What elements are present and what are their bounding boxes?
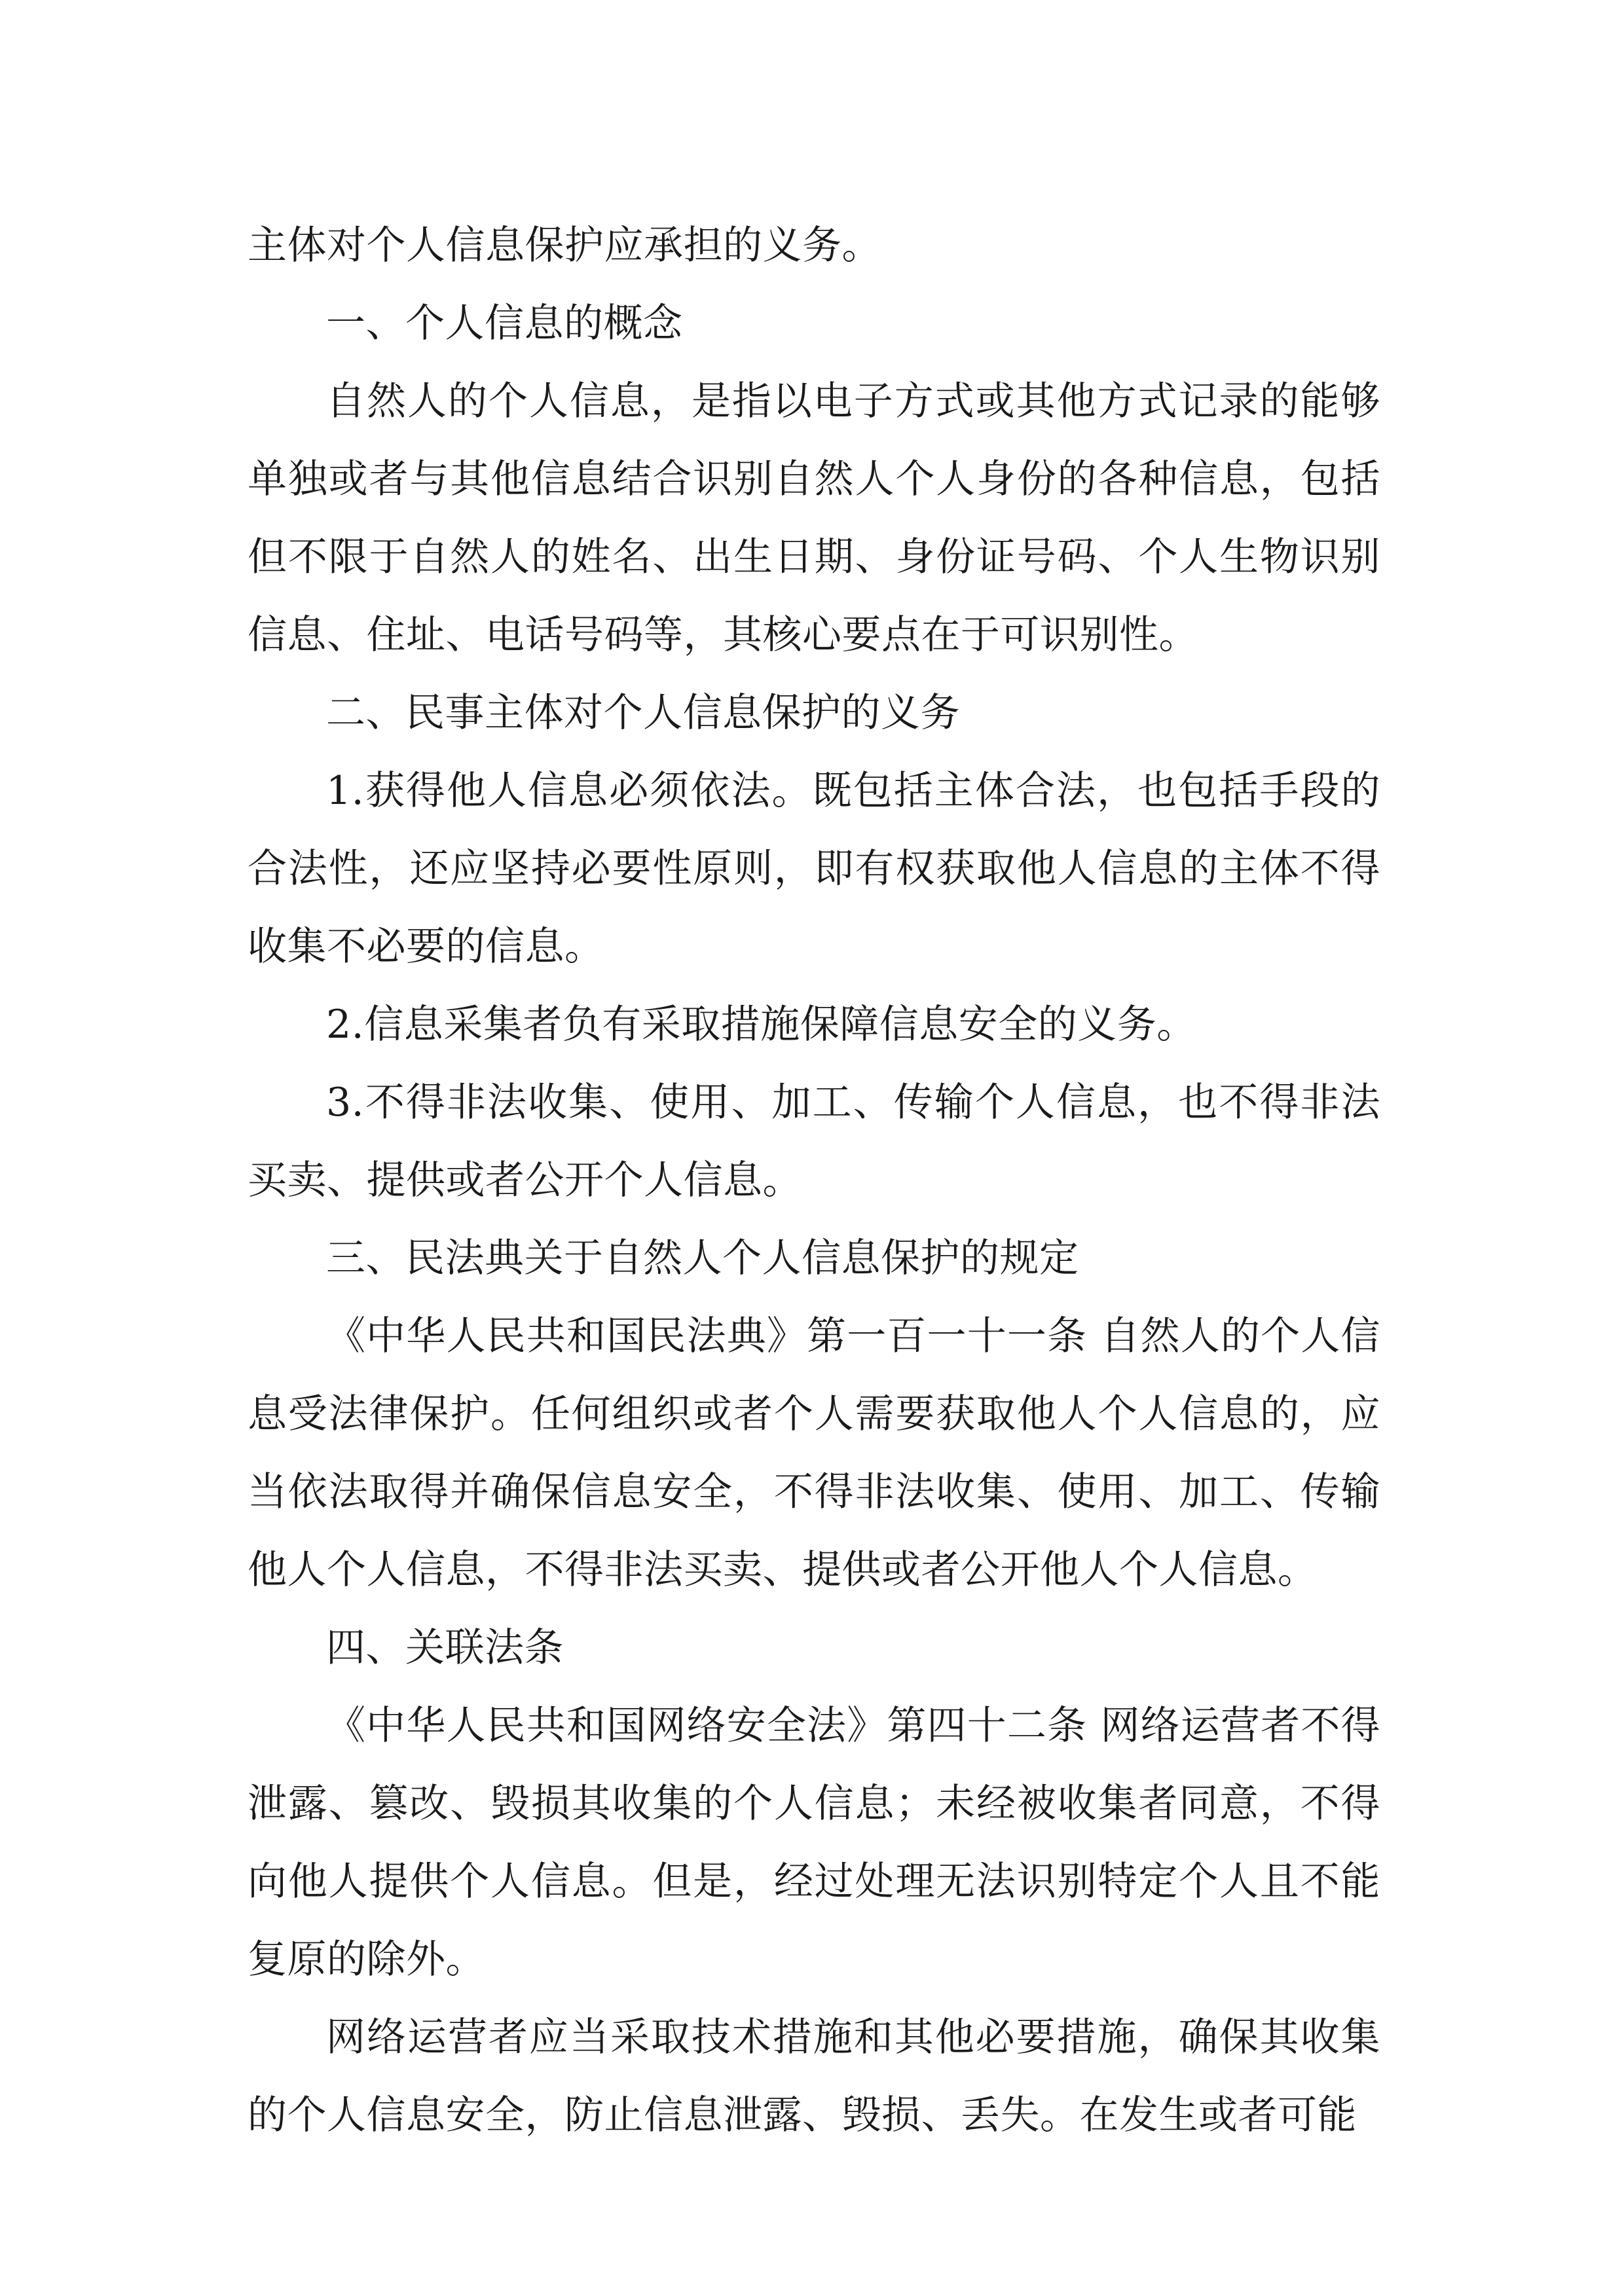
list-item-3: 3.不得非法收集、使用、加工、传输个人信息，也不得非法买卖、提供或者公开个人信息。	[248, 1080, 1380, 1203]
section-heading-2: 二、民事主体对个人信息保护的义务	[326, 690, 960, 736]
paragraph-network-operators: 网络运营者应当采取技术措施和其他必要措施，确保其收集的个人信息安全，防止信息泄露、毁损、丢失。在发生或者可能	[248, 2014, 1380, 2138]
paragraph-definition: 自然人的个人信息，是指以电子方式或其他方式记录的能够单独或者与其他信息结合识别自然人个人身份的各种信息，包括但不限于自然人的姓名、出生日期、身份证号码、个人生物识别信息、住址、电话号码等，其核心要点在于可识别性。	[248, 378, 1380, 658]
document-body	[248, 207, 1380, 2155]
paragraph-cybersecurity-law: 《中华人民共和国网络安全法》第四十二条 网络运营者不得泄露、篡改、毁损其收集的个人信息；未经被收集者同意，不得向他人提供个人信息。但是，经过处理无法识别特定个人且不能复原的除外。	[248, 1703, 1380, 1982]
section-heading-1: 一、个人信息的概念	[326, 301, 683, 346]
section-heading-4: 四、关联法条	[326, 1625, 564, 1671]
section-heading-3: 三、民法典关于自然人个人信息保护的规定	[326, 1235, 1079, 1281]
list-item-2: 2.信息采集者负有采取措施保障信息安全的义务。	[326, 1002, 1196, 1048]
list-item-1: 1.获得他人信息必须依法。既包括主体合法，也包括手段的合法性，还应坚持必要性原则，即有权获取他人信息的主体不得收集不必要的信息。	[248, 768, 1380, 970]
paragraph-civil-code: 《中华人民共和国民法典》第一百一十一条 自然人的个人信息受法律保护。任何组织或者个人需要获取他人个人信息的，应当依法取得并确保信息安全，不得非法收集、使用、加工、传输他人个人信息，不得非法买卖、提供或者公开他人个人信息。	[248, 1313, 1380, 1593]
paragraph-continuation: 主体对个人信息保护应承担的义务。	[248, 223, 881, 268]
